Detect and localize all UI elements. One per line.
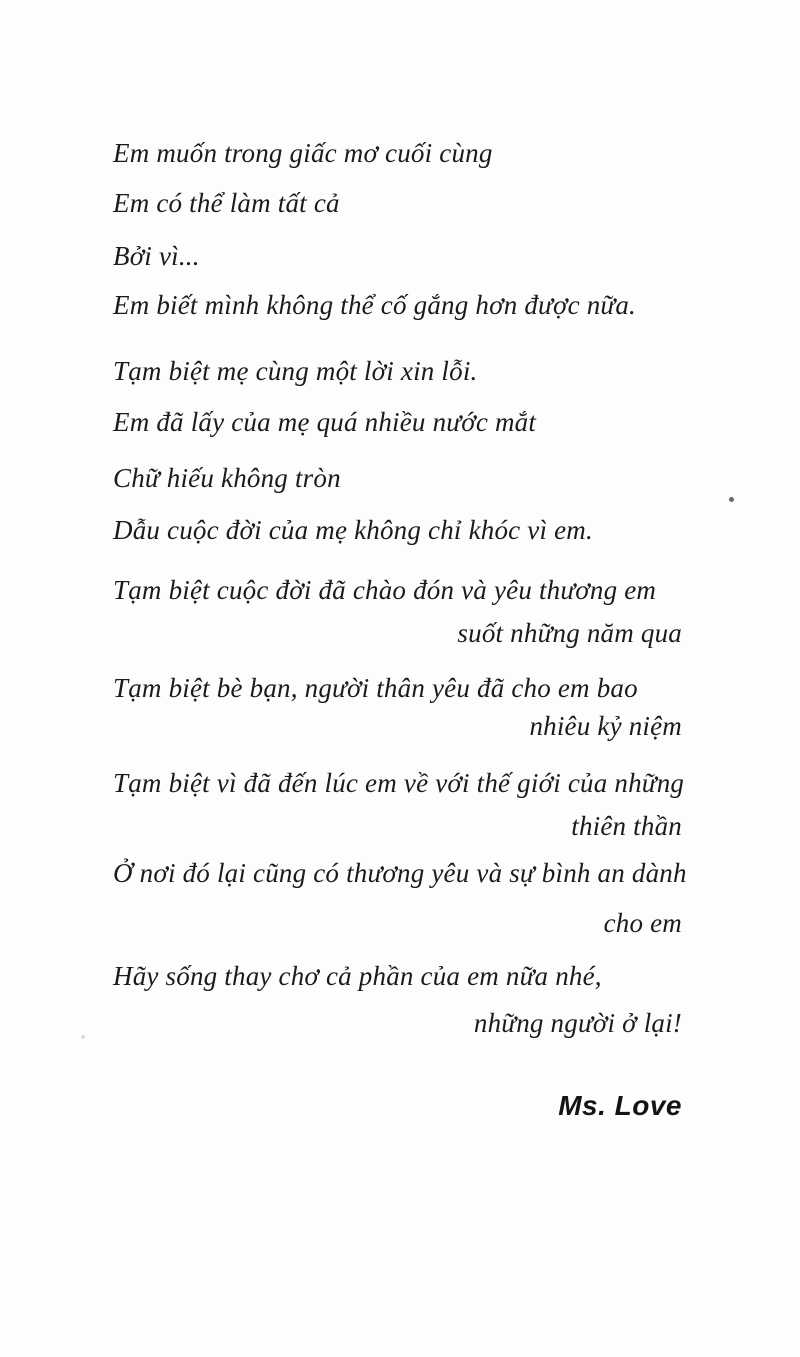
poem-line: Em có thể làm tất cả [113, 188, 340, 218]
poem-line: Hãy sống thay chơ cả phần của em nữa nhé, [113, 961, 602, 991]
poem-line: Em đã lấy của mẹ quá nhiều nước mắt [113, 407, 537, 437]
poem-line-continuation: suốt những năm qua [457, 618, 682, 648]
author-signature: Ms. Love [558, 1090, 682, 1121]
poem-line-continuation: thiên thần [571, 811, 682, 841]
poem-line: Chữ hiếu không tròn [113, 463, 341, 493]
poem-line: Ở nơi đó lại cũng có thương yêu và sự bình an dành [113, 858, 687, 888]
poem-line: Em biết mình không thể cố gắng hơn được nữa. [113, 290, 636, 320]
poem-line-continuation: nhiêu kỷ niệm [529, 711, 682, 741]
poem-line: Tạm biệt vì đã đến lúc em về với thế giới của những [113, 768, 685, 798]
poem-line: Dẫu cuộc đời của mẹ không chỉ khóc vì em. [113, 515, 593, 545]
poem-line: Tạm biệt mẹ cùng một lời xin lỗi. [113, 356, 478, 386]
scan-speck [81, 1035, 85, 1039]
poem-line: Tạm biệt cuộc đời đã chào đón và yêu thương em [113, 575, 657, 605]
poem-line-continuation: cho em [603, 908, 682, 938]
scan-speck [729, 497, 734, 502]
poem-line-continuation: những người ở lại! [473, 1008, 682, 1038]
poem-line: Tạm biệt bè bạn, người thân yêu đã cho em bao [113, 673, 638, 703]
poem-line: Bởi vì... [113, 241, 200, 271]
poem-line: Em muốn trong giấc mơ cuối cùng [113, 138, 493, 168]
